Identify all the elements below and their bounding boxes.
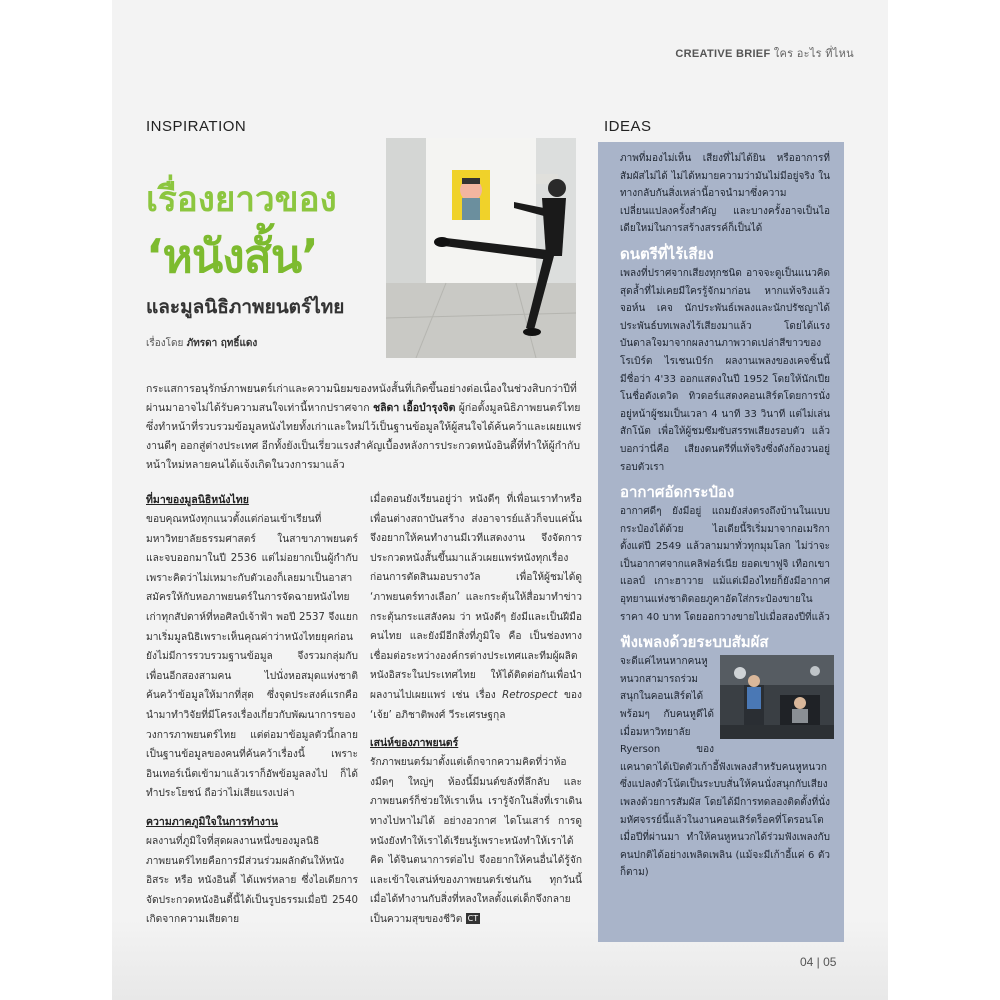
section-label-inspiration: INSPIRATION [146, 118, 247, 135]
lead-text-1: กระแสการอนุรักษ์ภาพยนตร์เก่าและความนิยมของหนังสั้นที่เกิดขึ้นอย่างต่อเนื่องในช่วงสิบกว่าปีที่ผ่านมาอาจไม่ได้รับความสนใจเท่านี้หากปราศจาก [146, 383, 577, 414]
ideas-heading-silent-music: ดนตรีที่ไร้เสียง [620, 244, 714, 263]
ideas-heading-canned-air: อากาศอัดกระป๋อง [620, 483, 735, 502]
article-title-line2: ‘หนังสั้น’ [146, 229, 318, 283]
charm-text: รักภาพยนตร์มาตั้งแต่เด็กจากความคิดที่ว่าห้องมืดๆ ใหญ่ๆ ห้องนี้มีมนต์ขลังที่ลึกลับ และภาพยนตร์ก็ช่วยให้เราเห็น เรารู้จักในสิ่งที่เราเดินทางไปหาไม่ได้ อย่างอวกาศ ไดโนเสาร์ การดูหนังยังทำให้เราได้เรียนรู้เพราะหนังทำให้เราได้คิด ได้จินตนาการต่อไป จึงอยากให้คนอื่นได้รู้จักและเข้าใจเสน่ห์ของภาพยนตร์เช่นกัน ทุกวันนี้เมื่อได้ทำงานกับสิ่งที่หลงใหลตั้งแต่เด็กจึงกลายเป็นความสุขของชีวิต [370, 757, 582, 925]
byline-label: เรื่องโดย [146, 338, 184, 349]
ideas-intro: ภาพที่มองไม่เห็น เสียงที่ไม่ได้ยิน หรืออาการที่สัมผัสไม่ได้ ไม่ได้หมายความว่ามันไม่มีอยู่จริง ในทางกลับกันสิ่งเหล่านี้อาจนำมาซึ่งความเปลี่ยนแปลงครั้งสำคัญ และบางครั้งอาจเป็นไอเดียใหม่ในการสร้างสรรค์ก็เป็นได้ [620, 153, 830, 235]
ideas-paragraph-silent-music: เพลงที่ปราศจากเสียงทุกชนิด อาจจะดูเป็นแนวคิดสุดล้ำที่ไม่เคยมีใครรู้จักมาก่อน หากแท้จริงแล้ว จอห์น เคจ นักประพันธ์เพลงและนักปรัชญาได้ประพันธ์บทเพลงไร้เสียงมาแล้ว โดยได้แรงบันดาลใจมาจากผลงานภาพวาดเปล่าสีขาวของโรเบิร์ต ไรเชนเบิร์ก ผลงานเพลงของเคจชิ้นนี้มีชื่อว่า 4'33 ออกแสดงในปี 1952 โดยให้นักเปียโนชื่อดังเดวิด ทิวดอร์แสดงคอนเสิร์ตโดยการนั่งอยู่หน้าผู้ชมเป็นเวลา 4 นาที 33 วินาที แต่ไม่เล่นสักโน้ต เพื่อให้ผู้ชมซึมซับสรรพเสียงรอบตัว แล้วบอกว่านี่คือ เสียงดนตรีที่แท้จริงซึ่งดังก้องวนอยู่รอบตัวเรา [620, 267, 830, 473]
article-title-line1: เรื่องยาวของ [146, 180, 337, 220]
ideas-heading-touch-music: ฟังเพลงด้วยระบบสัมผัส [620, 633, 769, 652]
column-b [370, 490, 582, 937]
lead-name: ชลิดา เอื้อบำรุงจิต [372, 402, 456, 414]
paragraph-indie-contest [370, 490, 582, 725]
running-header [675, 44, 854, 62]
film-title: Retrospect [502, 689, 558, 701]
page-numbers: 04 | 05 [800, 955, 837, 969]
indie-text-1: เมื่อตอนยังเรียนอยู่ว่า หนังดีๆ ที่เพื่อนเราทำหรือเพื่อนต่างสถาบันสร้าง ส่งอาจารย์แล้วก็จบแค่นั้นจึงอยากให้คนทำงานมีเวทีแสดงงาน จึงจัดการประกวดหนังสั้นขึ้นมาแล้วเผยแพร่หนังทุกเรื่องก่อนการตัดสินมอบรางวัล เพื่อให้ผู้ชมได้ดู ‘ภาพยนตร์ทางเลือก’ และกระตุ้นให้สื่อมาทำข่าวกระตุ้นกระแสสังคม ว่า หนังดีๆ ยังมีและเป็นฝีมือคนไทย และยังมีอีกสิ่งที่ภูมิใจ คือ เป็นช่องทางเชื่อมต่อระหว่างองค์กรต่างประเทศและทีมผู้ผลิตหนังอิสระในประเทศไทย ให้ได้ติดต่อกันเพื่อนำผลงานไปเผยแพร่ เช่น เรื่อง [370, 494, 582, 701]
byline [146, 336, 257, 351]
header-brand: CREATIVE BRIEF [675, 48, 771, 60]
end-mark-badge: CT [467, 914, 479, 924]
heading-film-charm: เสน่ห์ของภาพยนตร์ [370, 737, 459, 750]
byline-author: ภัทรดา ฤทธิ์แดง [186, 338, 258, 349]
concert-chair-image [720, 655, 834, 739]
ideas-paragraph-touch-music: จะดีแค่ไหนหากคนหูหนวกสามารถร่วมสนุกในคอนเสิร์ตได้พร้อมๆ กับคนหูดีได้ เมื่อมหาวิทยาลัย Ryerson ของแคนาดาได้เปิดตัวเก้าอี้ฟังเพลงสำหรับคนหูหนวก ซึ่งแปลงตัวโน้ตเป็นระบบสั่นให้คนนั่งสนุกกับเสียงเพลงด้วยการสัมผัส โดยได้มีการทดลองติดตั้งที่นั่งมหัศจรรย์นี้แล้วในงานคอนเสิร์ตร็อคที่โตรอนโตเมื่อปีที่ผ่านมา ทำให้คนหูหนวกได้ร่วมฟังเพลงกับคนปกติได้อย่างเพลิดเพลิน (แม้จะมีเก้าอี้แค่ 6 ตัวก็ตาม) [620, 656, 830, 879]
concert-chair-photo [720, 655, 834, 739]
article-title-line3: และมูลนิธิภาพยนตร์ไทย [146, 296, 345, 318]
ideas-sidebar [598, 142, 844, 942]
indie-text-2: ของ ‘เจ้ย’ อภิชาติพงศ์ วีระเศรษฐกุล [370, 689, 582, 721]
paragraph-film-charm [370, 753, 582, 929]
article-lead [146, 380, 582, 475]
ideas-paragraph-canned-air: อากาศดีๆ ยังมีอยู่ แถมยังส่งตรงถึงบ้านในแบบกระป๋องได้ด้วย ไอเดียนี้ริเริ่มมาจากอเมริกา ตั้งแต่ปี 2549 แล้วลามมาทั่วทุกมุมโลก ไม่ว่าจะเป็นอากาศจากแคลิฟอร์เนีย ยอดเขาฟูจิ เทือกเขาแอลป์ เกาะฮาวาย แม้แต่เมืองไทยก็ยังมีอากาศอุทยานแห่งชาติดอยภูคาอัดใส่กระป๋องขายในราคา 40 บาท โดยออกวางขายไปเมื่อสองปีที่แล้ว [620, 506, 830, 623]
gallery-dancer-image [386, 138, 576, 358]
ideas-touch-music-block [620, 653, 830, 882]
heading-pride: ความภาคภูมิใจในการทำงาน [146, 815, 278, 828]
lead-text-2: ผู้ก่อตั้งมูลนิธิภาพยนตร์ไทยซึ่งทำหน้าที่รวบรวมข้อมูลหนังไทยทั้งเก่าและใหม่ไว้เป็นฐานข้อมูลให้ผู้สนใจได้ค้นคว้าและเผยแพร่งานดีๆ ออกสู่ต่างประเทศ อีกทั้งยังเป็นเรี่ยวแรงสำคัญเบื้องหลังการประกวดหนังอินดี้ที่ทำให้ผู้กำกับหน้าใหม่หลายคนได้แจ้งเกิดในวงการมาแล้ว [146, 402, 582, 471]
hero-photo [386, 138, 576, 358]
section-label-ideas: IDEAS [604, 118, 652, 135]
paragraph-foundation-origin: ขอบคุณหนังทุกแนวตั้งแต่ก่อนเข้าเรียนที่มหาวิทยาลัยธรรมศาสตร์ ในสาขาภาพยนตร์ และจบออกมาในปี 2536 แต่ไม่อยากเป็นผู้กำกับเพราะคิดว่าไม่เหมาะกับตัวเองก็เลยมาเป็นอาสาสมัครให้กับหอภาพยนตร์ในการจัดฉายหนังไทยเก่าทุกสัปดาห์ที่หอศิลป์เจ้าฟ้า พอปี 2537 จึงแยกมาเริ่มมูลนิธิเพราะเห็นคุณค่าว่าหนังไทยยุคก่อนยังไม่มีการรวบรวมฐานข้อมูล จึงรวมกลุ่มกับเพื่อนอีกสองสามคน ไปนั่งหอสมุดแห่งชาติ ค้นคว้าข้อมูลให้มากที่สุด ซึ่งจุดประสงค์แรกคือ นำมาทำวิจัยที่มีโครงเรื่องเกี่ยวกับพัฒนาการของวงการภาพยนตร์ไทย แต่ต่อมาข้อมูลตัวนี้กลายเป็นฐานข้อมูลของคนที่ค้นคว้าเรื่องนี้ เพราะอินเทอร์เน็ตเข้ามาแล้วเราก็อัพข้อมูลลงไป ก็ได้ทำประโยชน์ ถือว่าไม่เสียแรงเปล่า [146, 514, 358, 800]
paragraph-pride: ผลงานที่ภูมิใจที่สุดผลงานหนึ่งของมูลนิธิภาพยนตร์ไทยคือการมีส่วนร่วมผลักดันให้หนังอิสระ หรือ หนังอินดี้ ได้แพร่หลาย ซึ่งไอเดียการจัดประกวดหนังอินดี้นี้ได้เป็นรูปธรรมเมื่อปี 2540 เกิดจากความเสียดาย [146, 835, 358, 926]
column-a [146, 490, 358, 938]
heading-foundation-origin: ที่มาของมูลนิธิหนังไทย [146, 494, 249, 506]
header-tagline: ใคร อะไร ที่ไหน [773, 48, 854, 60]
